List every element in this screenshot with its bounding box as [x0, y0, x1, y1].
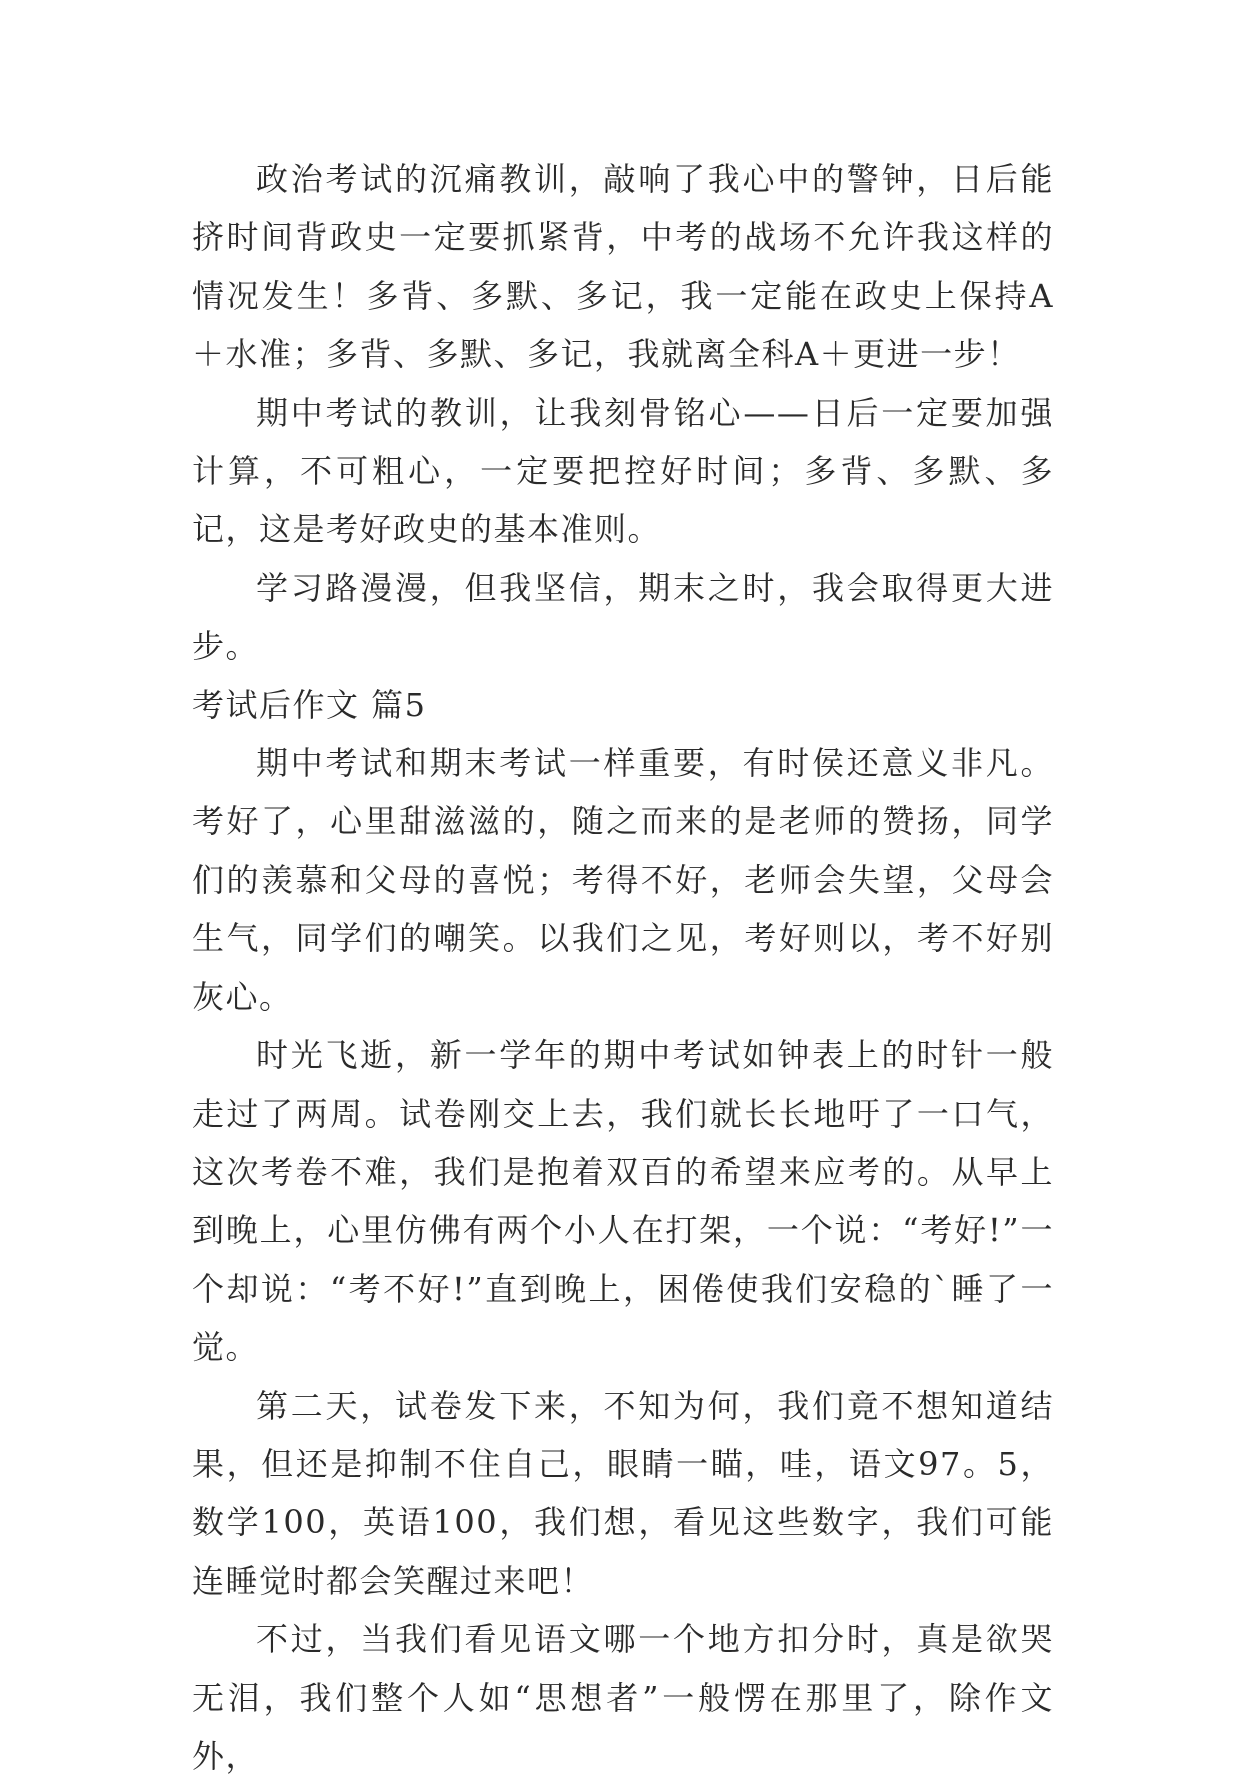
paragraph: 期中考试的教训，让我刻骨铭心——日后一定要加强计算，不可粗心，一定要把控好时间；多背、多默、多记，这是考好政史的基本准则。	[192, 393, 1054, 549]
paragraph: 第二天，试卷发下来，不知为何，我们竟不想知道结果，但还是抑制不住自己，眼睛一瞄，哇，语文97。5，数学100，英语100，我们想，看见这些数字，我们可能连睡觉时都会笑醒过来吧！	[192, 1386, 1054, 1600]
paragraph: 不过，当我们看见语文哪一个地方扣分时，真是欲哭无泪，我们整个人如“思想者”一般愣在那里了，除作文外，	[192, 1620, 1054, 1775]
paragraph: 时光飞逝，新一学年的期中考试如钟表上的时针一般走过了两周。试卷刚交上去，我们就长长地吁了一口气，这次考卷不难，我们是抱着双百的希望来应考的。从早上到晚上，心里仿佛有两个小人在打架，一个说：“考好!”一个却说：“考不好!”直到晚上，困倦使我们安稳的`睡了一觉。	[192, 1036, 1054, 1367]
paragraph: 期中考试和期末考试一样重要，有时侯还意义非凡。考好了，心里甜滋滋的，随之而来的是老师的赞扬，同学们的羡慕和父母的喜悦；考得不好，老师会失望，父母会生气，同学们的嘲笑。以我们之见，考好则以，考不好别灰心。	[192, 744, 1054, 1016]
section-heading: 考试后作文 篇5	[192, 685, 427, 724]
paragraph: 政治考试的沉痛教训，敲响了我心中的警钟，日后能挤时间背政史一定要抓紧背，中考的战场不允许我这样的情况发生！多背、多默、多记，我一定能在政史上保持A＋水准；多背、多默、多记，我就离全科A＋更进一步！	[192, 160, 1054, 374]
paragraph: 学习路漫漫，但我坚信，期末之时，我会取得更大进步。	[192, 568, 1054, 666]
document-body	[192, 150, 1054, 1785]
